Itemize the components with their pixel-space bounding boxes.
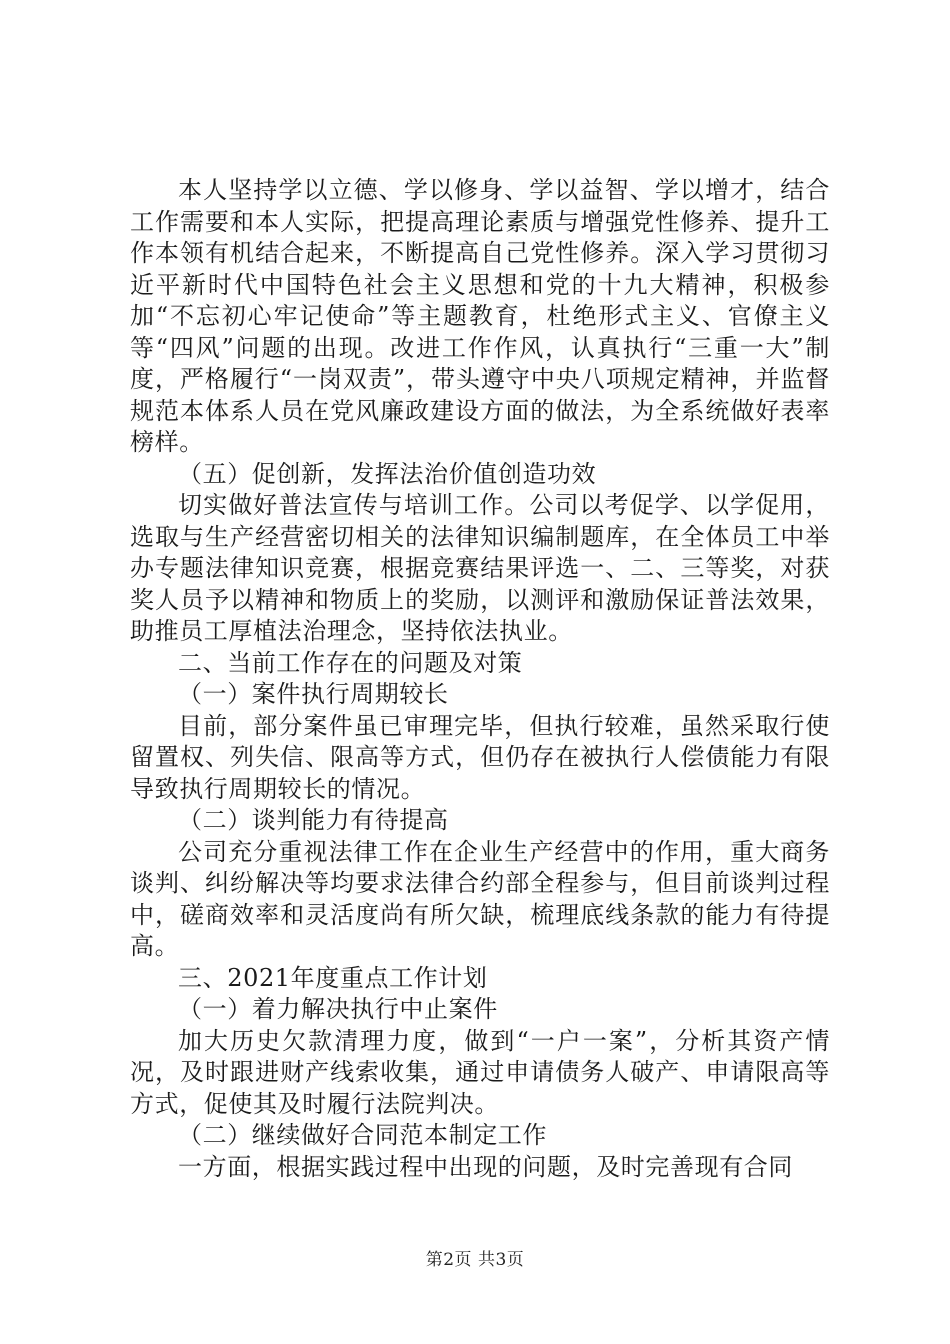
section-heading-problems: 二、当前工作存在的问题及对策 <box>178 648 523 677</box>
section-heading-contract-templates: （二）继续做好合同范本制定工作 <box>178 1121 547 1149</box>
section-heading-case-execution: （一）案件执行周期较长 <box>178 680 449 708</box>
document-body <box>130 175 830 1183</box>
section-heading-negotiation: （二）谈判能力有待提高 <box>178 806 449 834</box>
paragraph-suspended-cases: 加大历史欠款清理力度，做到“一户一案”，分析其资产情况，及时跟进财产线索收集，通过申请债务人破产、申请限高等方式，促使其及时履行法院判决。 <box>130 1026 830 1118</box>
paragraph-party-cultivation: 本人坚持学以立德、学以修身、学以益智、学以增才，结合工作需要和本人实际，把提高理论素质与增强党性修养、提升工作本领有机结合起来，不断提高自己党性修养。深入学习贯彻习近平新时代中国特色社会主义思想和党的十九大精神，积极参加“不忘初心牢记使命”等主题教育，杜绝形式主义、官僚主义等“四风”问题的出现。改进工作作风，认真执行“三重一大”制度，严格履行“一岗双责”，带头遵守中央八项规定精神，并监督规范本体系人员在党风廉政建设方面的做法，为全系统做好表率榜样。 <box>130 176 830 456</box>
section-heading-plan-2021: 三、2021年度重点工作计划 <box>178 963 488 992</box>
paragraph-contract-templates: 一方面，根据实践过程中出现的问题，及时完善现有合同 <box>178 1152 793 1181</box>
paragraph-legal-training: 切实做好普法宣传与培训工作。公司以考促学、以学促用，选取与生产经营密切相关的法律知识编制题库，在全体员工中举办专题法律知识竞赛，根据竞赛结果评选一、二、三等奖，对获奖人员予以精神和物质上的奖励，以测评和激励保证普法效果，助推员工厚植法治理念，坚持依法执业。 <box>130 491 830 645</box>
section-heading-innovation: （五）促创新，发挥法治价值创造功效 <box>178 459 597 488</box>
page-number-footer: 第2页 共3页 <box>425 1250 525 1270</box>
section-heading-suspended-cases: （一）着力解决执行中止案件 <box>178 995 498 1023</box>
paragraph-case-execution: 目前，部分案件虽已审理完毕，但执行较难，虽然采取行使留置权、列失信、限高等方式，但仍存在被执行人偿债能力有限导致执行周期较长的情况。 <box>130 711 830 803</box>
paragraph-negotiation: 公司充分重视法律工作在企业生产经营中的作用，重大商务谈判、纠纷解决等均要求法律合约部全程参与，但目前谈判过程中，磋商效率和灵活度尚有所欠缺，梳理底线条款的能力有待提高。 <box>130 837 830 960</box>
